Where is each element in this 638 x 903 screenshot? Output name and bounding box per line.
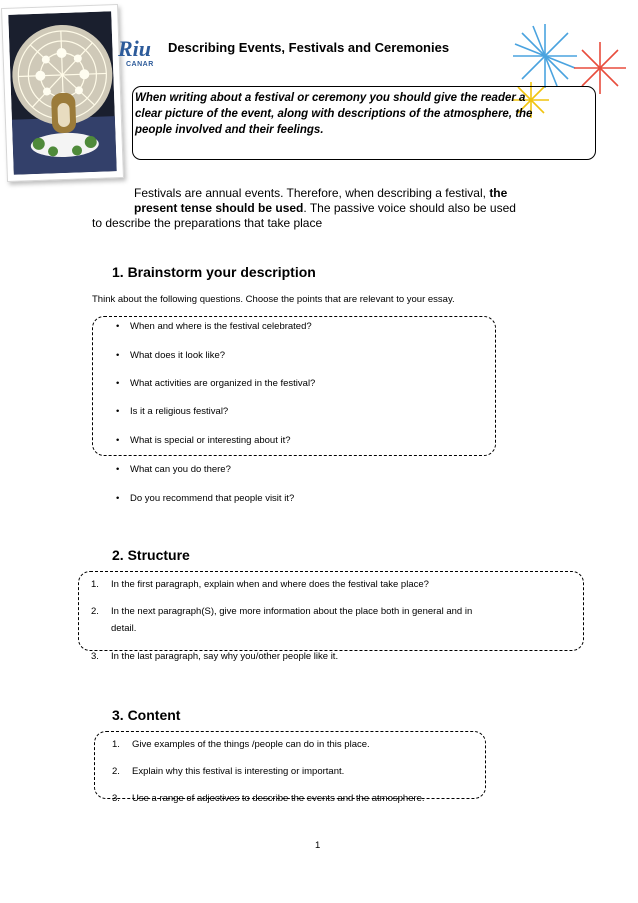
structure-item: 3. In the last paragraph, say why you/other people like it.	[91, 651, 339, 662]
page-number: 1	[315, 840, 321, 851]
para-line2-bold: present tense should be used	[134, 201, 304, 215]
section3-heading: 3. Content	[112, 707, 181, 723]
content-item: 1. Give examples of the things /people can do in this place.	[112, 739, 370, 750]
question-item: • Is it a religious festival?	[116, 406, 229, 417]
bullet: •	[116, 378, 120, 389]
para-line3: to describe the preparations that take place	[92, 216, 323, 230]
para-line1-bold: the	[489, 186, 508, 200]
para-line1: Festivals are annual events. Therefore, when describing a festival,	[134, 186, 486, 200]
question-item: • When and where is the festival celebrated?	[116, 321, 312, 332]
intro-text: When writing about a festival or ceremony you should give the reader a clear picture of the event, along with descriptions of the atmosphere, the people involved and their feelings.	[135, 92, 533, 136]
content-item: 3. Use a range of adjectives to describe the events and the atmosphere.	[112, 793, 425, 804]
para-line2: . The passive voice should also be used	[303, 201, 516, 215]
question-item: • Do you recommend that people visit it?	[116, 493, 295, 504]
question-item: • What is special or interesting about it?	[116, 435, 291, 446]
question-item: • What activities are organized in the festival?	[116, 378, 316, 389]
question-item: • What can you do there?	[116, 464, 231, 475]
structure-item: 2. In the next paragraph(S), give more information about the place both in general and in	[91, 606, 473, 617]
structure-item: 1. In the first paragraph, explain when and where does the festival take place?	[91, 579, 429, 590]
bullet: •	[116, 493, 120, 504]
question-item: • What does it look like?	[116, 350, 226, 361]
section2-heading: 2. Structure	[112, 547, 190, 563]
bullet: •	[116, 321, 120, 332]
content-item: 2. Explain why this festival is interesting or important.	[112, 766, 345, 777]
festivals-paragraph	[92, 186, 562, 231]
section1-instruction: Think about the following questions. Choose the points that are relevant to your essay.	[92, 294, 455, 305]
bullet: •	[116, 350, 120, 361]
page-title: Describing Events, Festivals and Ceremonies	[168, 40, 450, 55]
section1-heading: 1. Brainstorm your description	[112, 264, 316, 280]
bullet: •	[116, 464, 120, 475]
festival-photo	[1, 4, 124, 182]
logo: Riu	[118, 36, 152, 61]
bullet: •	[116, 406, 120, 417]
structure-item-continued: detail.	[111, 623, 137, 634]
bullet: •	[116, 435, 120, 446]
logo-subtext: CANAR	[126, 61, 154, 68]
